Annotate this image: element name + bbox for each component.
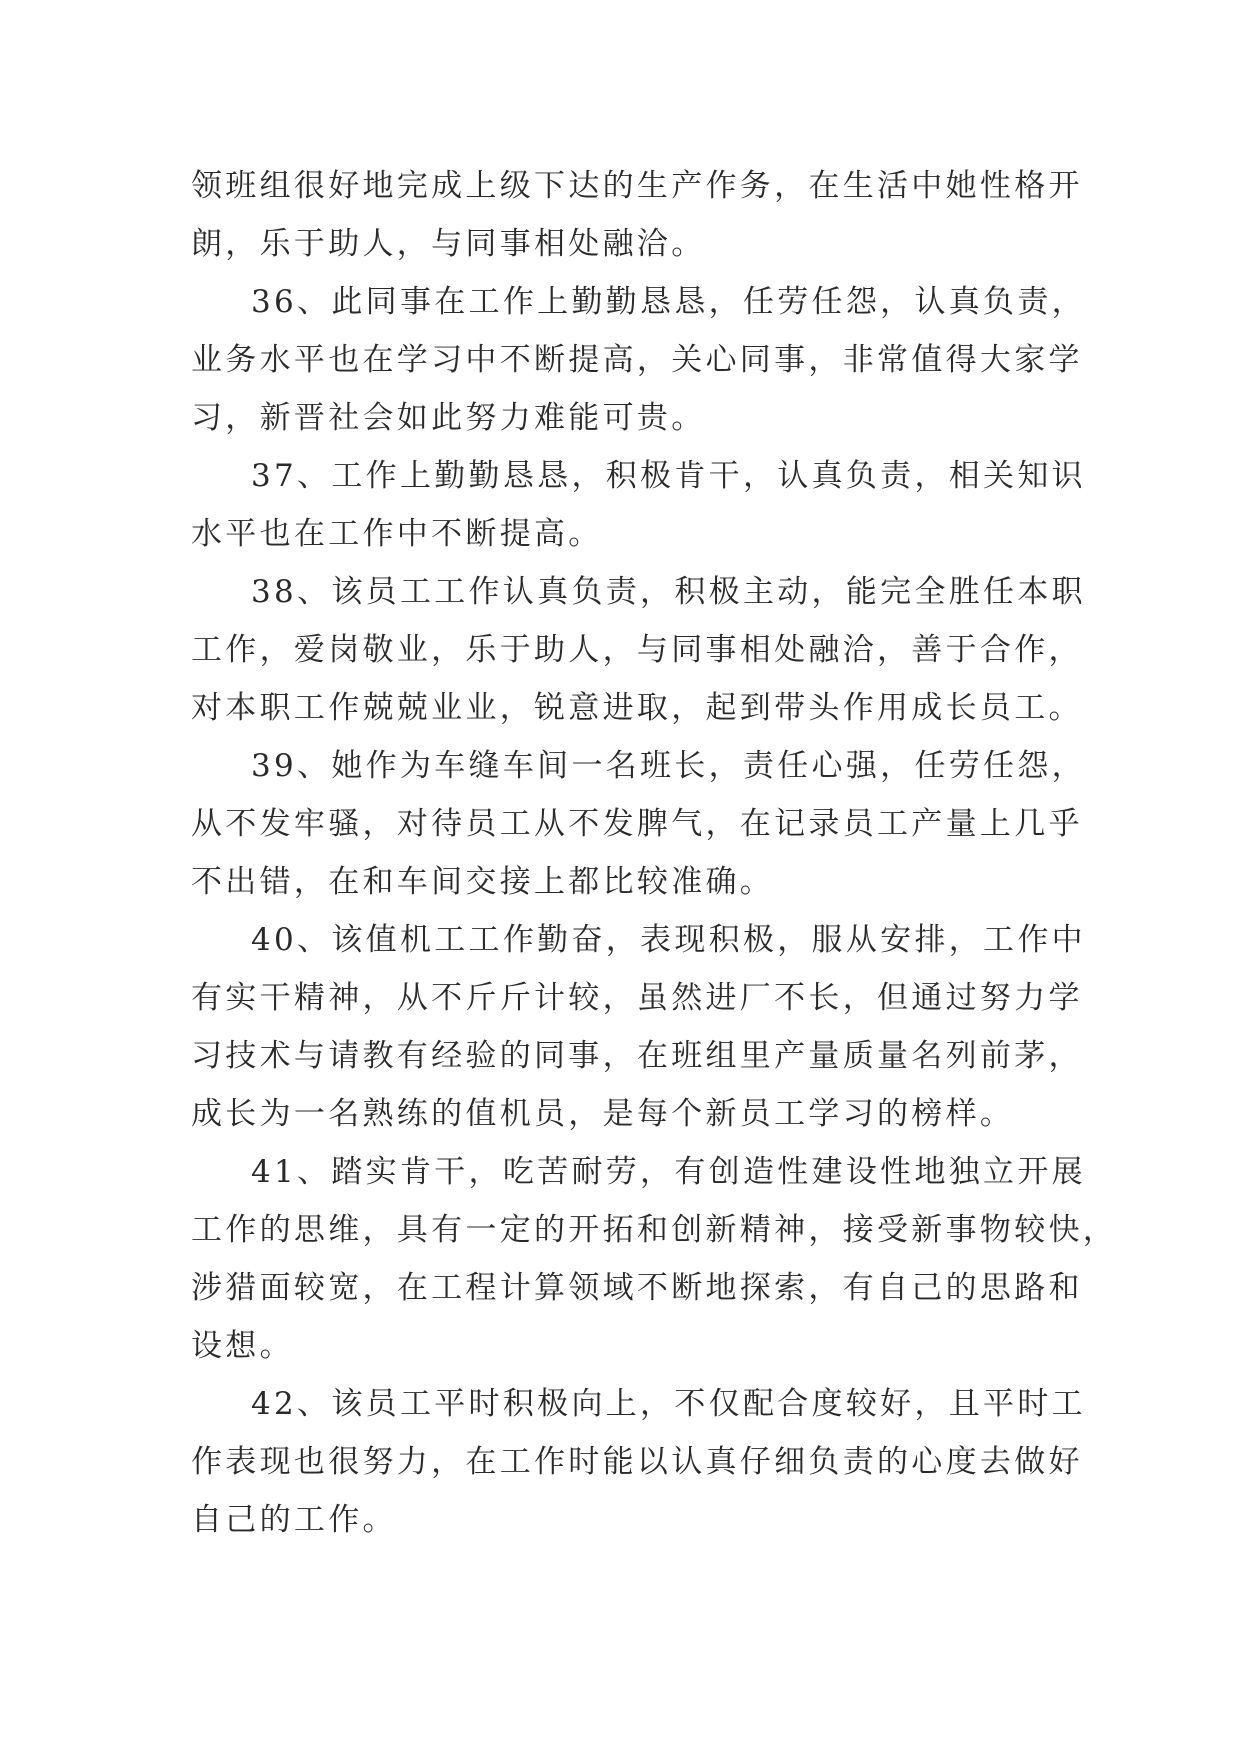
text-line: 不出错，在和车间交接上都比较准确。 xyxy=(191,864,775,900)
text-line: 朗，乐于助人，与同事相处融洽。 xyxy=(191,226,706,262)
paragraph-continuation xyxy=(191,157,1083,273)
text-line: 习，新晋社会如此努力难能可贵。 xyxy=(191,400,706,436)
paragraph-item-40 xyxy=(191,911,1086,1143)
text-line: 37、工作上勤勤恳恳，积极肯干，认真负责，相关知识 xyxy=(251,458,1086,494)
paragraph-item-37 xyxy=(191,447,1086,563)
document-body xyxy=(191,157,1118,1549)
text-line: 设想。 xyxy=(191,1328,294,1364)
text-line: 42、该员工平时积极向上，不仅配合度较好，且平时工 xyxy=(251,1386,1086,1422)
paragraph-item-38 xyxy=(191,563,1086,737)
text-line: 业务水平也在学习中不断提高，关心同事，非常值得大家学 xyxy=(191,342,1083,378)
text-line: 40、该值机工工作勤奋，表现积极，服从安排，工作中 xyxy=(251,922,1086,958)
text-line: 有实干精神，从不斤斤计较，虽然进厂不长，但通过努力学 xyxy=(191,980,1083,1016)
text-line: 作表现也很努力，在工作时能以认真仔细负责的心度去做好 xyxy=(191,1444,1083,1480)
text-line: 涉猎面较宽，在工程计算领域不断地探索，有自己的思路和 xyxy=(191,1270,1083,1306)
text-line: 水平也在工作中不断提高。 xyxy=(191,516,603,552)
text-line: 工作的思维，具有一定的开拓和创新精神，接受新事物较快， xyxy=(191,1212,1118,1248)
text-line: 工作，爱岗敬业，乐于助人，与同事相处融洽，善于合作， xyxy=(191,632,1083,668)
paragraph-item-42 xyxy=(191,1375,1086,1549)
text-line: 38、该员工工作认真负责，积极主动，能完全胜任本职 xyxy=(251,574,1086,610)
paragraph-item-39 xyxy=(191,737,1086,911)
paragraph-item-41 xyxy=(191,1143,1118,1375)
text-line: 39、她作为车缝车间一名班长，责任心强，任劳任怨， xyxy=(251,748,1086,784)
text-line: 自己的工作。 xyxy=(191,1502,397,1538)
text-line: 对本职工作兢兢业业，锐意进取，起到带头作用成长员工。 xyxy=(191,690,1083,726)
text-line: 领班组很好地完成上级下达的生产作务，在生活中她性格开 xyxy=(191,168,1083,204)
text-line: 从不发牢骚，对待员工从不发脾气，在记录员工产量上几乎 xyxy=(191,806,1083,842)
text-line: 习技术与请教有经验的同事，在班组里产量质量名列前茅， xyxy=(191,1038,1083,1074)
paragraph-item-36 xyxy=(191,273,1086,447)
text-line: 36、此同事在工作上勤勤恳恳，任劳任怨，认真负责， xyxy=(251,284,1086,320)
text-line: 41、踏实肯干，吃苦耐劳，有创造性建设性地独立开展 xyxy=(251,1154,1086,1190)
text-line: 成长为一名熟练的值机员，是每个新员工学习的榜样。 xyxy=(191,1096,1015,1132)
